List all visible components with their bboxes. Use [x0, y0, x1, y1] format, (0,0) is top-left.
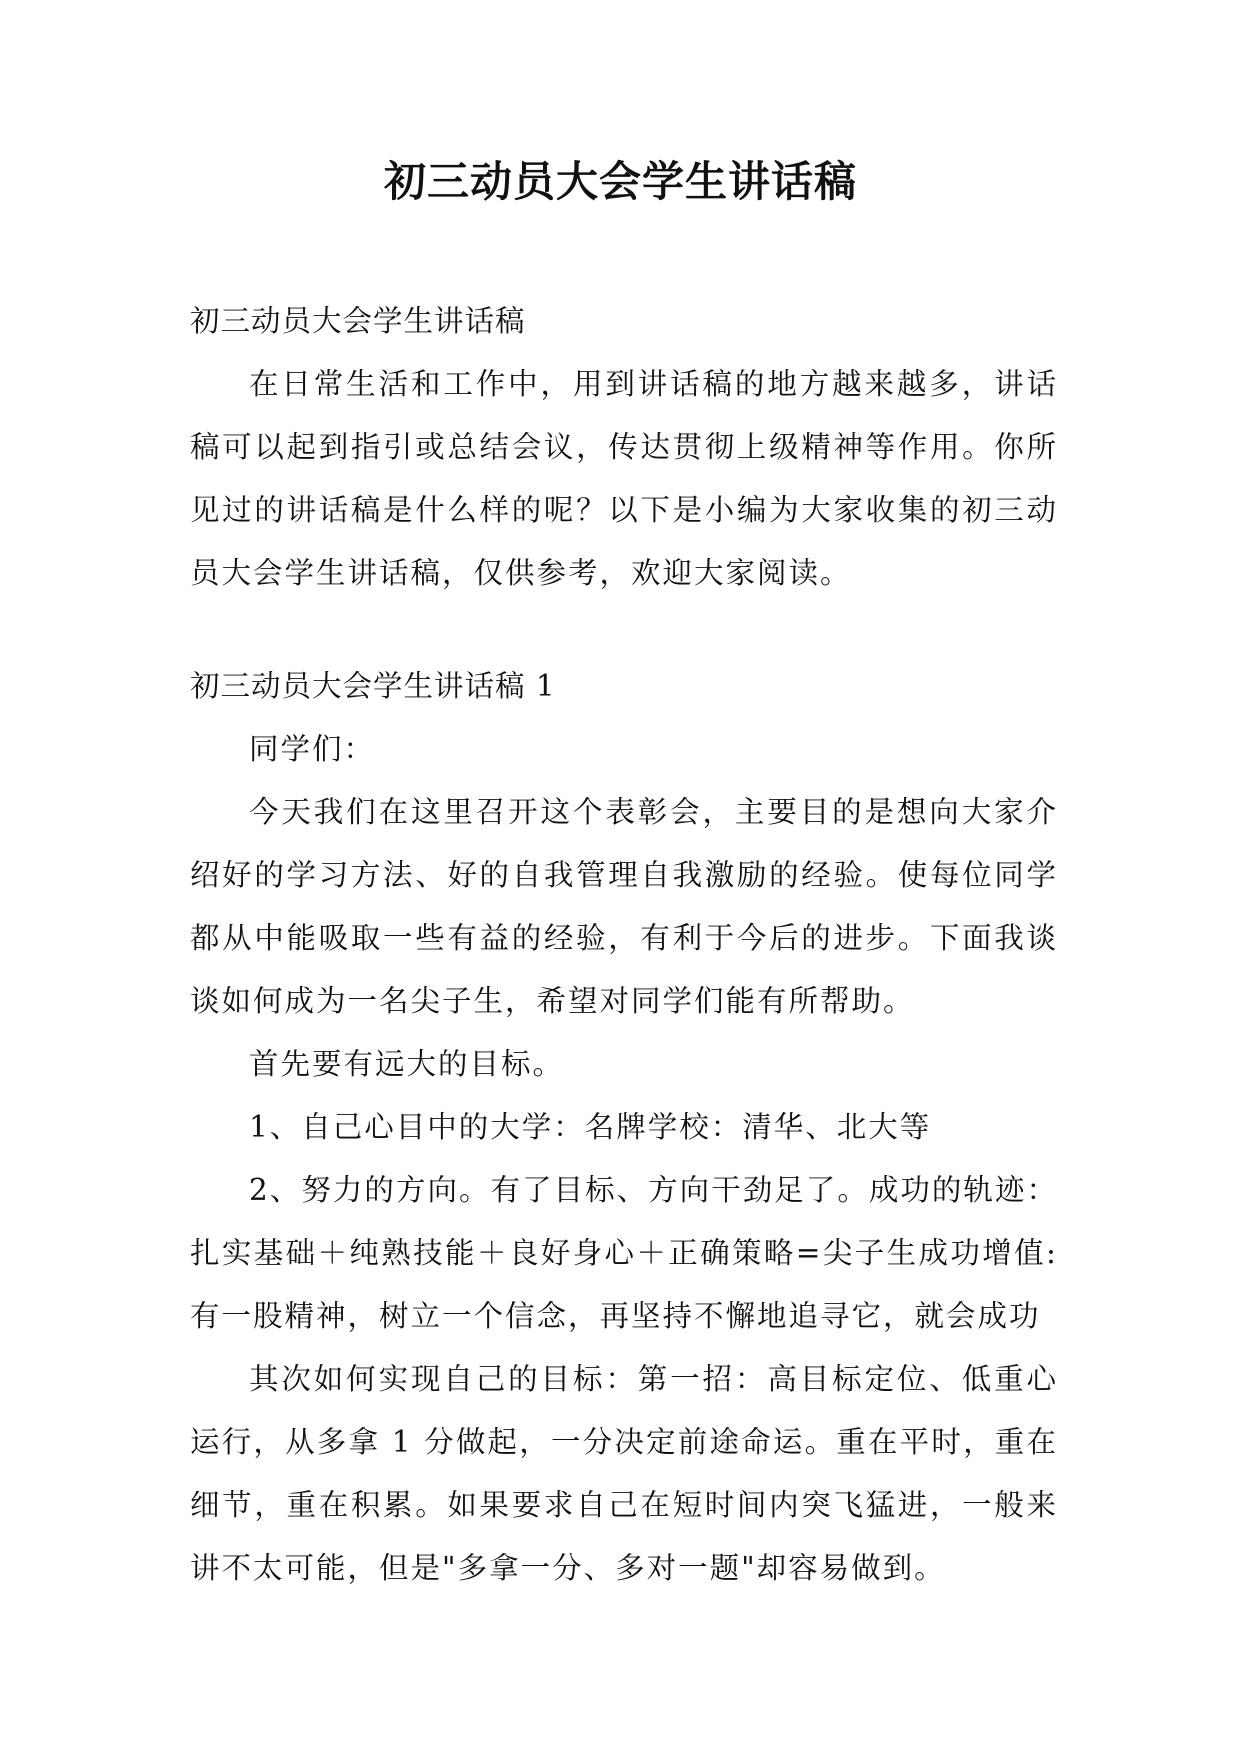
body-paragraph: 其次如何实现自己的目标：第一招：高目标定位、低重心运行，从多拿 1 分做起，一分决定前途命运。重在平时，重在细节，重在积累。如果要求自己在短时间内突飞猛进，一般来讲不太可能，但是"多拿一分、多对一题"却容易做到。 — [190, 1362, 1058, 1585]
document-title: 初三动员大会学生讲话稿 — [383, 157, 857, 206]
section-heading: 初三动员大会学生讲话稿 1 — [190, 669, 556, 703]
list-item: 2、努力的方向。有了目标、方向干劲足了。成功的轨迹：扎实基础＋纯熟技能＋良好身心＋正确策略=尖子生成功增值: 有一股精神，树立一个信念，再坚持不懈地追寻它，就会成功 — [190, 1173, 1058, 1333]
document-body — [190, 290, 1058, 1600]
body-paragraph: 今天我们在这里召开这个表彰会，主要目的是想向大家介绍好的学习方法、好的自我管理自我激励的经验。使每位同学都从中能吸取一些有益的经验，有利于今后的进步。下面我谈谈如何成为一名尖子生，希望对同学们能有所帮助。 — [190, 795, 1058, 1018]
intro-heading: 初三动员大会学生讲话稿 — [190, 304, 526, 338]
intro-paragraph: 在日常生活和工作中，用到讲话稿的地方越来越多，讲话稿可以起到指引或总结会议，传达贯彻上级精神等作用。你所见过的讲话稿是什么样的呢？以下是小编为大家收集的初三动员大会学生讲话稿，仅供参考，欢迎大家阅读。 — [190, 367, 1058, 590]
section-spacer — [190, 605, 1058, 655]
list-item: 1、自己心目中的大学：名牌学校：清华、北大等 — [249, 1110, 932, 1144]
greeting: 同学们： — [249, 732, 376, 766]
body-paragraph: 首先要有远大的目标。 — [249, 1047, 565, 1081]
